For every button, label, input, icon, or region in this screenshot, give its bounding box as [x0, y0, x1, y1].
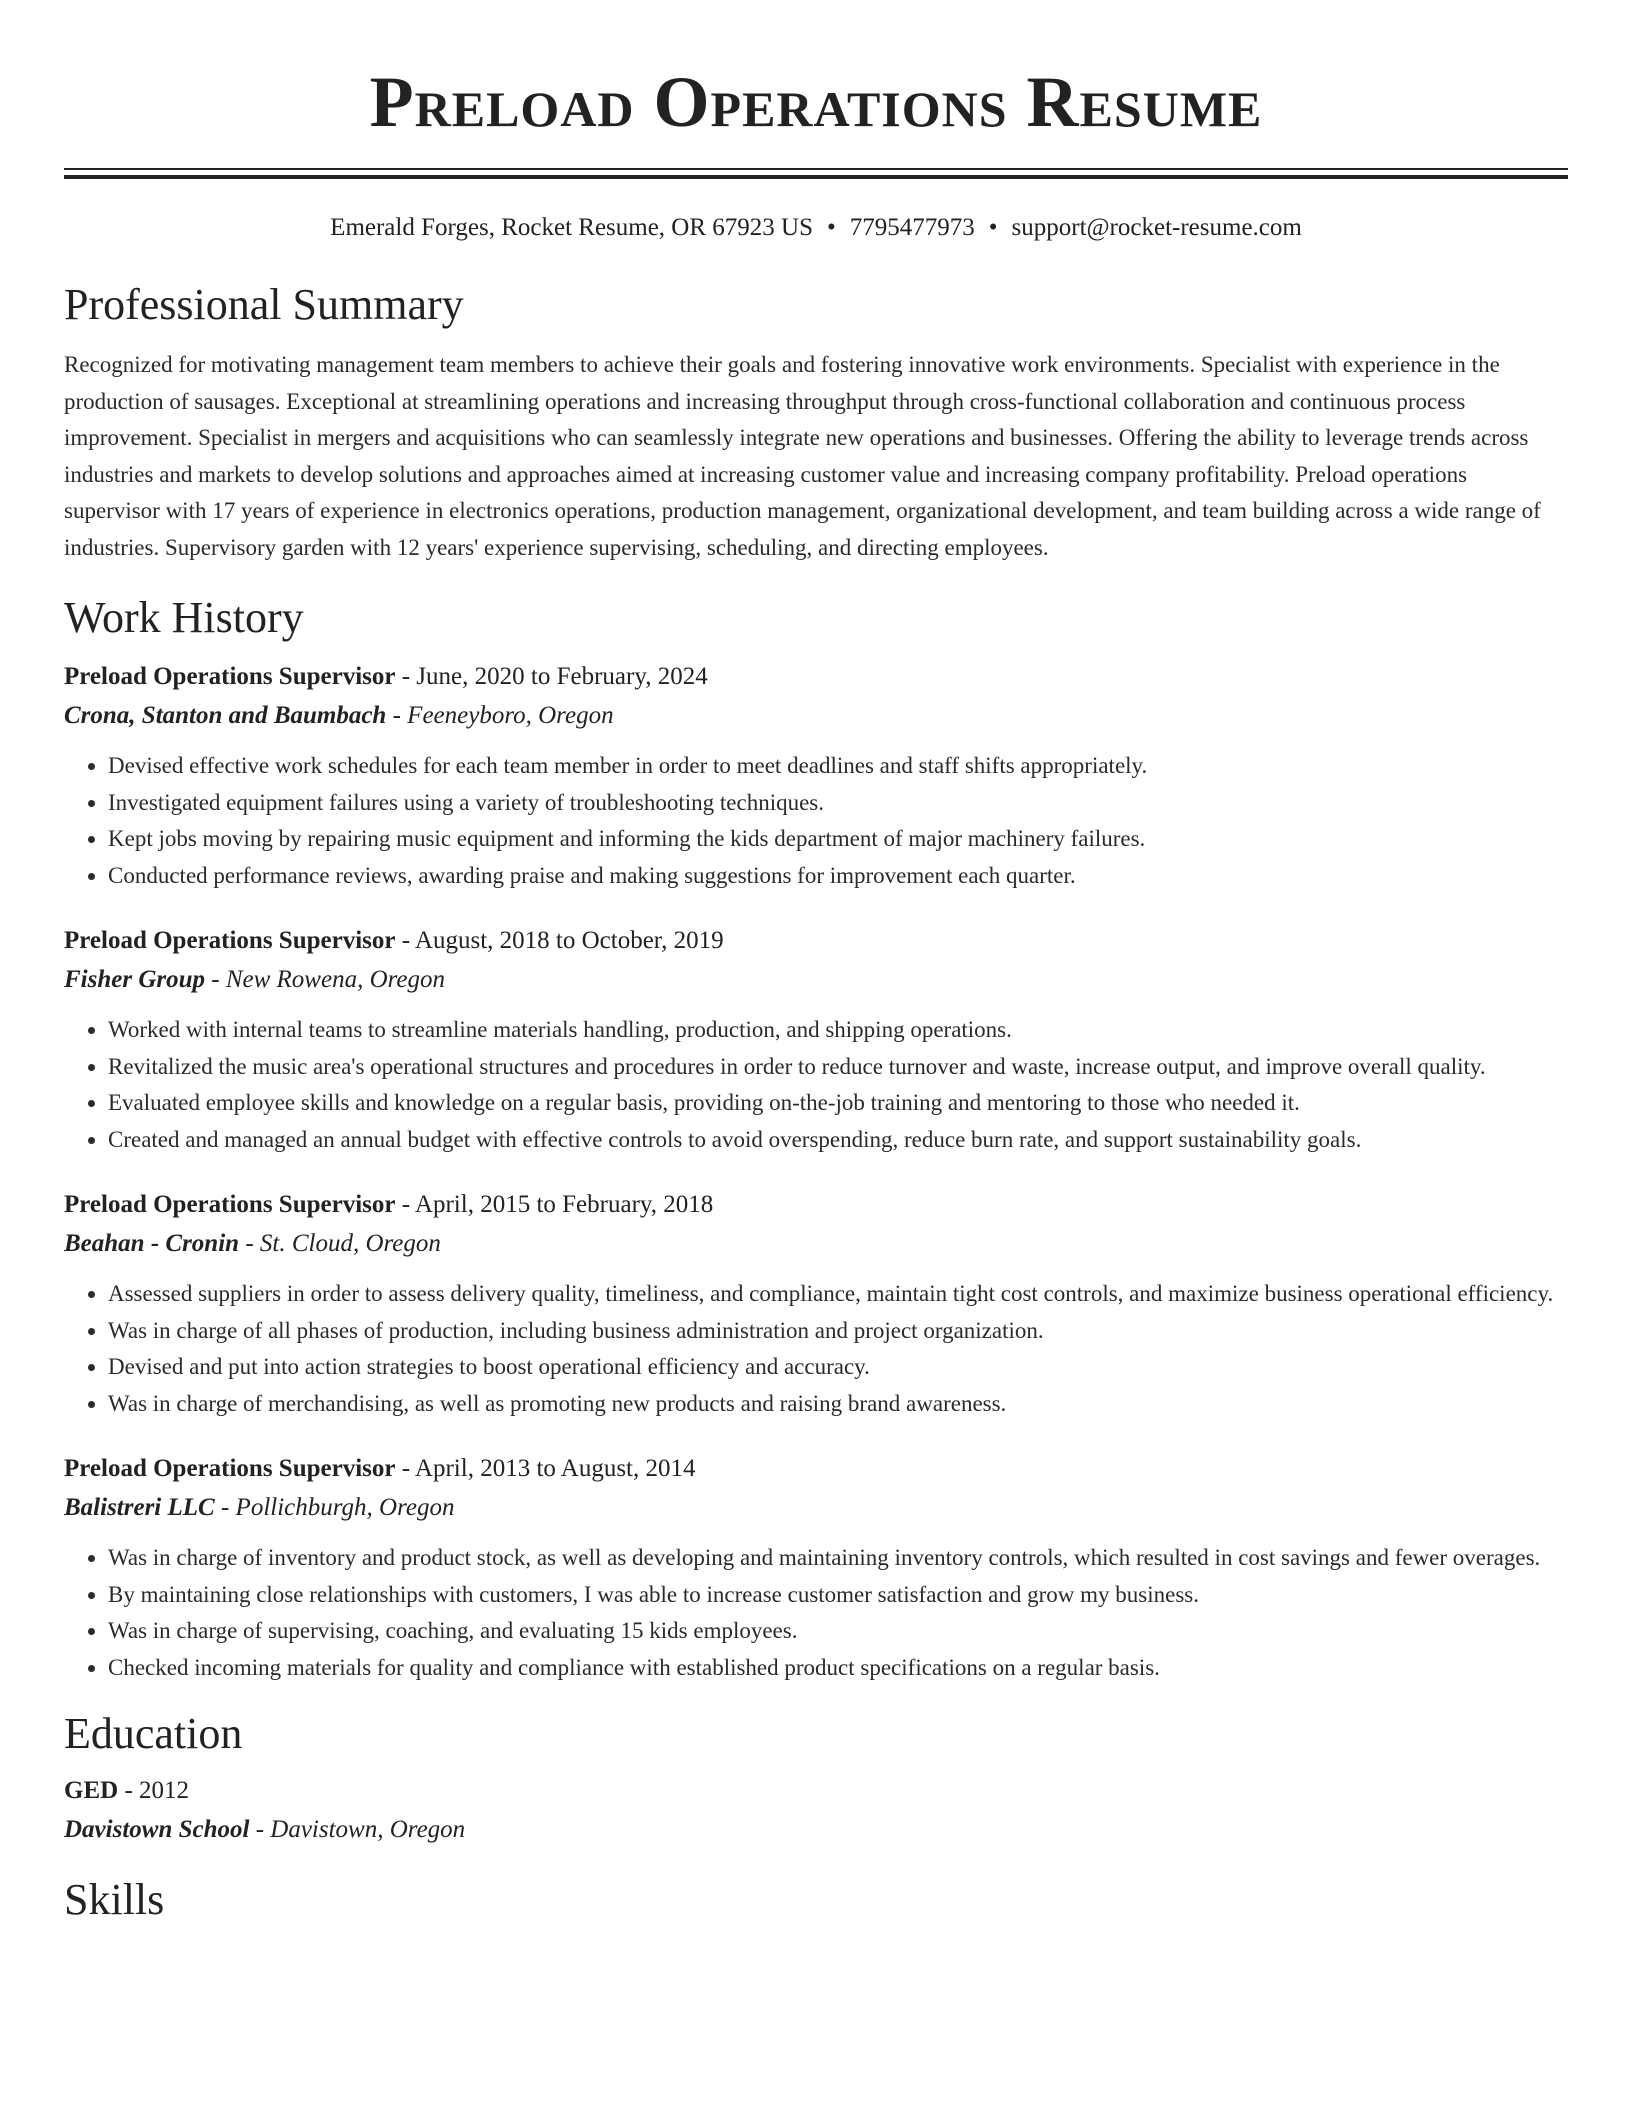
- job-bullet: • Checked incoming materials for quality and compliance with established product specifications on a regular basis.: [108, 1650, 1568, 1687]
- job-header: [64, 922, 1568, 960]
- job-entry: [64, 922, 1568, 1158]
- job-bullet: • Was in charge of all phases of production, including business administration and project organization.: [108, 1313, 1568, 1350]
- work-history-list: [64, 658, 1568, 1686]
- job-bullet: • Was in charge of supervising, coaching, and evaluating 15 kids employees.: [108, 1613, 1568, 1650]
- job-dates: - April, 2015 to February, 2018: [395, 1191, 714, 1218]
- contact-phone: 7795477973: [849, 214, 975, 241]
- job-title: Preload Operations Supervisor: [64, 927, 396, 954]
- job-entry: [64, 658, 1568, 894]
- resume-title: Preload Operations Resume: [369, 62, 1263, 142]
- job-employer: [64, 1224, 1568, 1264]
- job-company: Balistreri LLC: [64, 1494, 215, 1521]
- job-location: - New Rowena, Oregon: [205, 966, 446, 993]
- job-bullet: • Was in charge of merchandising, as well as promoting new products and raising brand awareness.: [108, 1386, 1568, 1423]
- job-employer: [64, 960, 1568, 1000]
- education-entry: [64, 1772, 1568, 1850]
- job-entry: [64, 1186, 1568, 1422]
- job-bullet: • Created and managed an annual budget with effective controls to avoid overspending, reduce burn rate, and support sustainability goals.: [108, 1122, 1568, 1159]
- job-title: Preload Operations Supervisor: [64, 1191, 396, 1218]
- education-school: Davistown School: [64, 1816, 250, 1843]
- job-dates: - June, 2020 to February, 2024: [395, 663, 708, 690]
- education-degree: GED: [64, 1777, 119, 1804]
- job-bullet: • Conducted performance reviews, awarding praise and making suggestions for improvement each quarter.: [108, 858, 1568, 895]
- job-bullet: • Was in charge of inventory and product stock, as well as developing and maintaining inventory controls, which resulted in cost savings and fewer overages.: [108, 1540, 1568, 1577]
- title-divider-thick: [64, 175, 1568, 179]
- job-header: [64, 1450, 1568, 1488]
- job-location: - Feeneyboro, Oregon: [386, 702, 614, 729]
- job-location: - St. Cloud, Oregon: [239, 1230, 441, 1257]
- job-company: Fisher Group: [64, 966, 206, 993]
- education-degree-line: [64, 1772, 1568, 1810]
- work-history-heading: Work History: [64, 593, 304, 642]
- job-bullet: • Assessed suppliers in order to assess delivery quality, timeliness, and compliance, maintain tight cost controls, and maximize business operational efficiency.: [108, 1276, 1568, 1313]
- job-employer: [64, 1488, 1568, 1528]
- job-header: [64, 658, 1568, 696]
- job-bullets: [64, 1276, 1568, 1422]
- summary-text: Recognized for motivating management team members to achieve their goals and fostering innovative work environments. Specialist with experience in the production of sausages. Exceptional at streamlining operations and increasing throughput through cross-functional collaboration and continuous process improvement. Specialist in mergers and acquisitions who can seamlessly integrate new operations and businesses. Offering the ability to leverage trends across industries and markets to develop solutions and approaches aimed at increasing customer value and increasing company profitability. Preload operations supervisor with 17 years of experience in electronics operations, production management, organizational development, and team building across a wide range of industries. Supervisory garden with 12 years' experience supervising, scheduling, and directing employees.: [64, 352, 1541, 560]
- job-bullet: • Investigated equipment failures using a variety of troubleshooting techniques.: [108, 785, 1568, 822]
- education-year: - 2012: [118, 1777, 190, 1804]
- job-header: [64, 1186, 1568, 1224]
- job-bullet: • Evaluated employee skills and knowledge on a regular basis, providing on-the-job training and mentoring to those who needed it.: [108, 1085, 1568, 1122]
- job-bullet: • Devised effective work schedules for each team member in order to meet deadlines and staff shifts appropriately.: [108, 748, 1568, 785]
- education-heading: Education: [64, 1709, 243, 1758]
- contact-separator: •: [827, 214, 836, 241]
- contact-separator: •: [988, 214, 998, 241]
- job-bullet: • Revitalized the music area's operational structures and procedures in order to reduce turnover and waste, increase output, and improve overall quality.: [108, 1049, 1568, 1086]
- job-company: Beahan - Cronin: [64, 1230, 240, 1257]
- education-school-line: [64, 1810, 1568, 1850]
- skills-heading: Skills: [64, 1875, 165, 1924]
- job-bullets: [64, 748, 1568, 894]
- contact-address: Emerald Forges, Rocket Resume, OR 67923 US: [330, 214, 813, 241]
- job-bullet: • By maintaining close relationships with customers, I was able to increase customer satisfaction and grow my business.: [108, 1577, 1568, 1614]
- education-location: - Davistown, Oregon: [249, 1816, 466, 1843]
- job-employer: [64, 696, 1568, 736]
- contact-line: [64, 213, 1568, 243]
- job-location: - Pollichburgh, Oregon: [214, 1494, 455, 1521]
- summary-heading: Professional Summary: [64, 280, 464, 329]
- job-title: Preload Operations Supervisor: [64, 1455, 396, 1482]
- job-bullets: [64, 1012, 1568, 1158]
- job-title: Preload Operations Supervisor: [64, 663, 396, 690]
- job-bullet: • Devised and put into action strategies to boost operational efficiency and accuracy.: [108, 1349, 1568, 1386]
- job-bullet: • Worked with internal teams to streamline materials handling, production, and shipping operations.: [108, 1012, 1568, 1049]
- job-dates: - April, 2013 to August, 2014: [395, 1455, 696, 1482]
- job-dates: - August, 2018 to October, 2019: [395, 927, 724, 954]
- contact-email: support@rocket-resume.com: [1011, 214, 1302, 241]
- job-bullet: • Kept jobs moving by repairing music equipment and informing the kids department of major machinery failures.: [108, 821, 1568, 858]
- job-bullets: [64, 1540, 1568, 1686]
- title-divider-thin: [64, 168, 1568, 170]
- job-entry: [64, 1450, 1568, 1686]
- job-company: Crona, Stanton and Baumbach: [64, 702, 387, 729]
